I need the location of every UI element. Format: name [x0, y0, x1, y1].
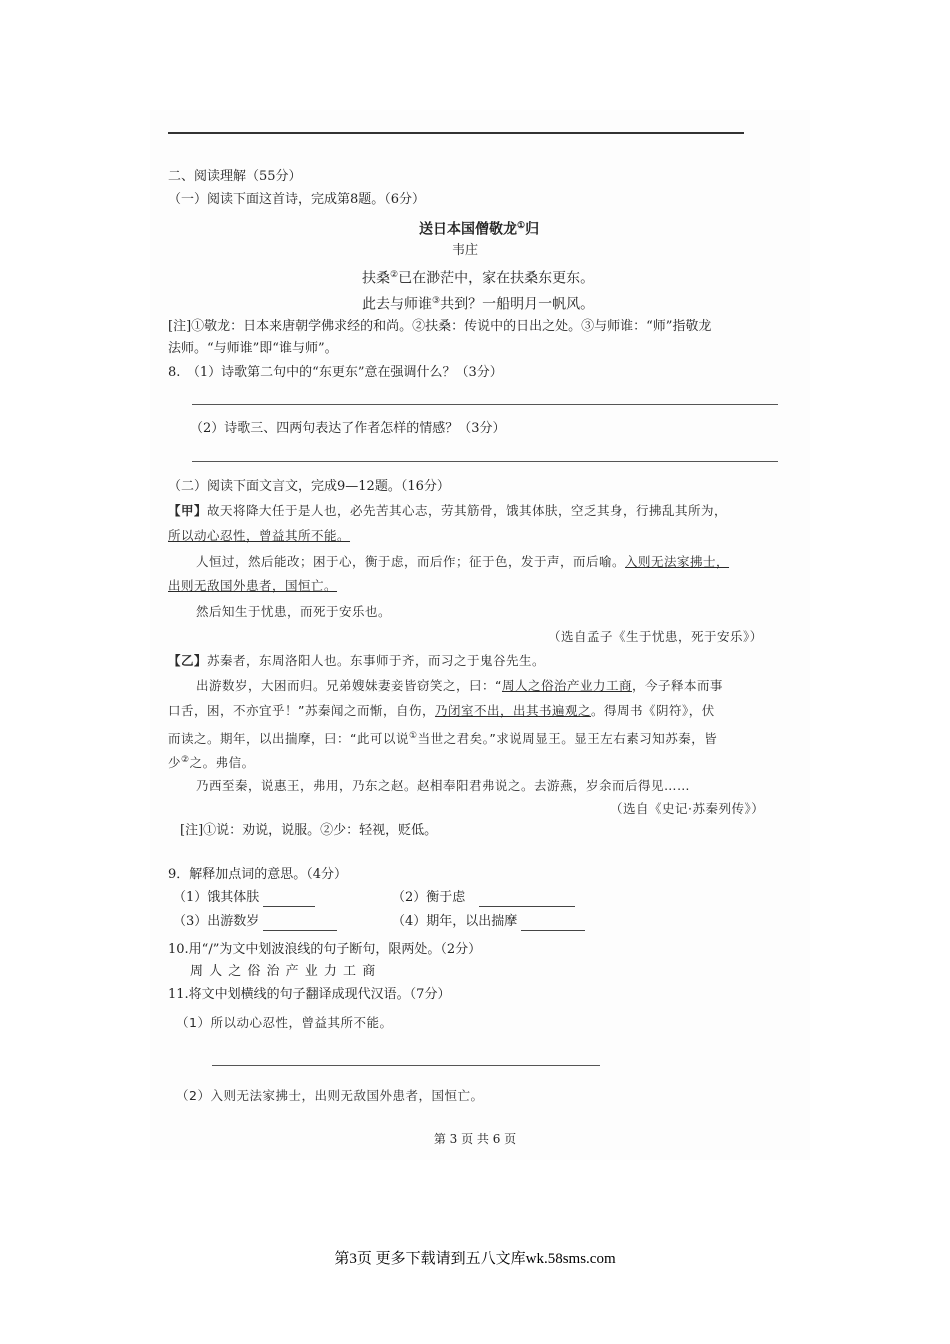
- q9-item-1: （1）饿其体肤: [173, 889, 315, 907]
- q9-blank-1[interactable]: [263, 892, 315, 907]
- passage-yi-p2: 出游数岁，大困而归。兄弟嫂妹妻妾皆窃笑之，曰：“周人之俗治产业力工商，今子释本而事: [196, 678, 724, 693]
- answer-line-8-2[interactable]: [192, 461, 778, 462]
- q9-blank-3[interactable]: [263, 916, 337, 931]
- poem-line-1: 扶桑②已在渺茫中，家在扶桑东更东。: [362, 270, 595, 287]
- q9-item-3: （3）出游数岁: [173, 913, 337, 931]
- question-8-1: 8. （1）诗歌第二句中的“东更东”意在强调什么？（3分）: [168, 365, 503, 380]
- q9-blank-4[interactable]: [521, 916, 585, 931]
- passage-yi-notes: [注]①说：劝说，说服。②少：轻视，贬低。: [180, 823, 438, 838]
- passage-jia-p1-underlined: 所以动心忍性，曾益其所不能。: [168, 528, 351, 543]
- top-rule: [168, 132, 744, 134]
- q9-item-4: （4）期年，以出揣摩: [392, 913, 585, 931]
- question-11-title: 11.将文中划横线的句子翻译成现代汉语。（7分）: [168, 987, 451, 1002]
- q9-item-2: （2）衡于虑: [392, 889, 575, 907]
- passage-yi-p6: 乃西至秦，说惠王，弗用，乃东之赵。赵相奉阳君弗说之。去游燕，岁余而后得见……: [196, 778, 691, 793]
- passage-yi-p3: 口舌，困，不亦宜乎！”苏秦闻之而惭，自伤，乃闭室不出，出其书遍观之。得周书《阴符》，伏: [168, 703, 715, 718]
- passage-jia-p2-underlined: 出则无敌国外患者，国恒亡。: [168, 578, 338, 593]
- passage-yi-p4: 而读之。期年，以出揣摩，曰：“此可以说①当世之君矣。”求说周显王。显王左右素习知苏秦，皆: [168, 731, 718, 747]
- poem-title: 送日本国僧敬龙①归: [419, 221, 540, 238]
- question-11-sentence-1: （1）所以动心忍性，曾益其所不能。: [176, 1015, 393, 1030]
- answer-line-8-1[interactable]: [192, 404, 778, 405]
- poem-line-2: 此去与师谁③共到？一船明月一帆风。: [362, 296, 595, 313]
- question-10-sentence: 周 人 之 俗 治 产 业 力 工 商: [190, 964, 377, 979]
- poem-notes-line-1: [注]①敬龙：日本来唐朝学佛求经的和尚。②扶桑：传说中的日出之处。③与师谁：“师”指敬龙: [168, 319, 712, 334]
- poem-notes-line-2: 法师。“与师谁”即“谁与师”。: [168, 341, 338, 356]
- passage-yi-p1: 【乙】苏秦者，东周洛阳人也。东事师于齐，而习之于鬼谷先生。: [168, 653, 546, 668]
- passage-jia-p1: 【甲】故天将降大任于是人也，必先苦其心志，劳其筋骨，饿其体肤，空乏其身，行拂乱其所为，: [168, 503, 728, 518]
- page-number: 第 3 页 共 6 页: [433, 1132, 517, 1146]
- passage-jia-source: （选自孟子《生于忧患，死于安乐》）: [548, 629, 763, 644]
- question-9-title: 9．解释加点词的意思。（4分）: [168, 867, 348, 882]
- question-11-sentence-2: （2）入则无法家拂士，出则无敌国外患者，国恒亡。: [176, 1088, 484, 1103]
- passage-yi-source: （选自《史记·苏秦列传》）: [610, 801, 765, 816]
- section-title: 二、阅读理解（55分）: [168, 169, 302, 184]
- part1-instruction: （一）阅读下面这首诗，完成第8题。（6分）: [168, 192, 426, 207]
- answer-line-11-1[interactable]: [212, 1065, 600, 1066]
- poem-author: 韦庄: [452, 243, 479, 258]
- q9-blank-2[interactable]: [479, 892, 575, 907]
- part2-instruction: （二）阅读下面文言文，完成9—12题。（16分）: [168, 479, 450, 494]
- passage-yi-p5: 少②之。弗信。: [168, 755, 255, 771]
- question-8-2: （2）诗歌三、四两句表达了作者怎样的情感？（3分）: [190, 421, 506, 436]
- passage-jia-p3: 然后知生于忧患，而死于安乐也。: [196, 604, 392, 619]
- footer-download-note: 第3页 更多下载请到五八文库wk.58sms.com: [334, 1251, 616, 1267]
- passage-jia-p2: 人恒过，然后能改；困于心，衡于虑，而后作；征于色，发于声，而后喻。入则无法家拂士，: [196, 554, 730, 569]
- question-10-title: 10.用“/”为文中划波浪线的句子断句，限两处。（2分）: [168, 942, 482, 957]
